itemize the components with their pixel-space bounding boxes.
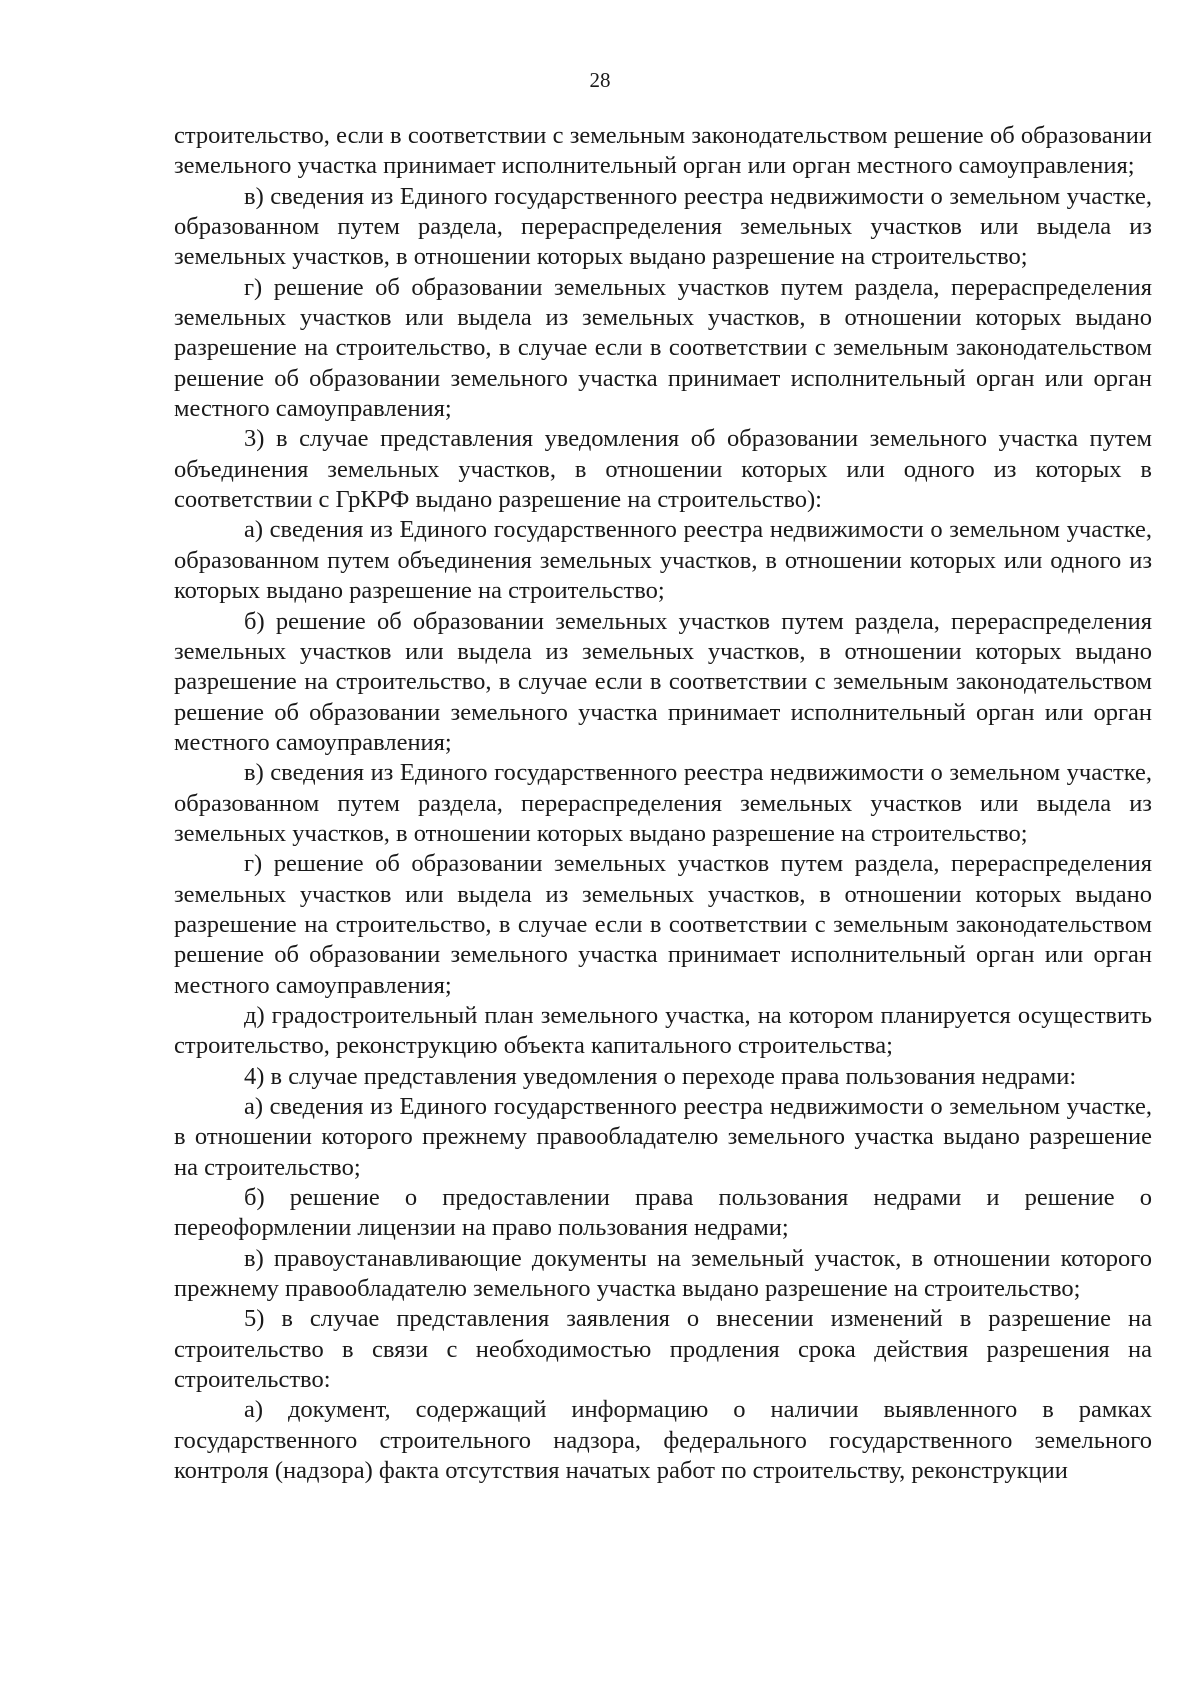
page-number: 28 (589, 68, 611, 92)
paragraph: в) правоустанавливающие документы на земельный участок, в отношении которого прежнему правообладателю земельного участка выдано разрешение на строительство; (174, 1244, 1152, 1303)
paragraph: в) сведения из Единого государственного реестра недвижимости о земельном участке, образованном путем раздела, перераспределения земельных участков или выдела из земельных участков, в отношении которых выдано разрешение на строительство; (174, 759, 1152, 847)
paragraph: 5) в случае представления заявления о внесении изменений в разрешение на строительство в связи с необходимостью продления срока действия разрешения на строительство: (174, 1305, 1152, 1394)
paragraph: а) документ, содержащий информацию о наличии выявленного в рамках государственного строительного надзора, федерального государственного земельного контроля (надзора) факта отсутствия начатых работ по строительству, реконструкции (174, 1396, 1152, 1485)
document-body (174, 121, 1152, 1486)
paragraph: 3) в случае представления уведомления об образовании земельного участка путем объединения земельных участков, в отношении которых или одного из которых в соответствии с ГрКРФ выдано разрешение на строительство): (174, 425, 1152, 514)
paragraph-continuation: строительство, если в соответствии с земельным законодательством решение об образовании земельного участка принимает исполнительный орган или орган местного самоуправления; (174, 122, 1152, 180)
paragraph: 4) в случае представления уведомления о переходе права пользования недрами: (244, 1062, 1077, 1090)
paragraph: а) сведения из Единого государственного реестра недвижимости о земельном участке, образованном путем объединения земельных участков, в отношении которых или одного из которых выдано разрешение на строительство; (174, 516, 1152, 605)
paragraph: а) сведения из Единого государственного реестра недвижимости о земельном участке, в отношении которого прежнему правообладателю земельного участка выдано разрешение на строительство; (174, 1093, 1152, 1181)
paragraph: б) решение об образовании земельных участков путем раздела, перераспределения земельных участков или выдела из земельных участков, в отношении которых выдано разрешение на строительство, в случае если в соответствии с земельным законодательством решение об образовании земельного участка принимает исполнительный орган или орган местного самоуправления; (174, 607, 1152, 756)
paragraph: г) решение об образовании земельных участков путем раздела, перераспределения земельных участков или выдела из земельных участков, в отношении которых выдано разрешение на строительство, в случае если в соответствии с земельным законодательством решение об образовании земельного участка принимает исполнительный орган или орган местного самоуправления; (174, 273, 1152, 423)
paragraph: д) градостроительный план земельного участка, на котором планируется осуществить строительство, реконструкцию объекта капитального строительства; (174, 1001, 1152, 1060)
paragraph: г) решение об образовании земельных участков путем раздела, перераспределения земельных участков или выдела из земельных участков, в отношении которых выдано разрешение на строительство, в случае если в соответствии с земельным законодательством решение об образовании земельного участка принимает исполнительный орган или орган местного самоуправления; (174, 850, 1152, 999)
paragraph: б) решение о предоставлении права пользования недрами и решение о переоформлении лицензии на право пользования недрами; (174, 1184, 1152, 1242)
paragraph: в) сведения из Единого государственного реестра недвижимости о земельном участке, образованном путем раздела, перераспределения земельных участков или выдела из земельных участков, в отношении которых выдано разрешение на строительство; (174, 182, 1152, 271)
